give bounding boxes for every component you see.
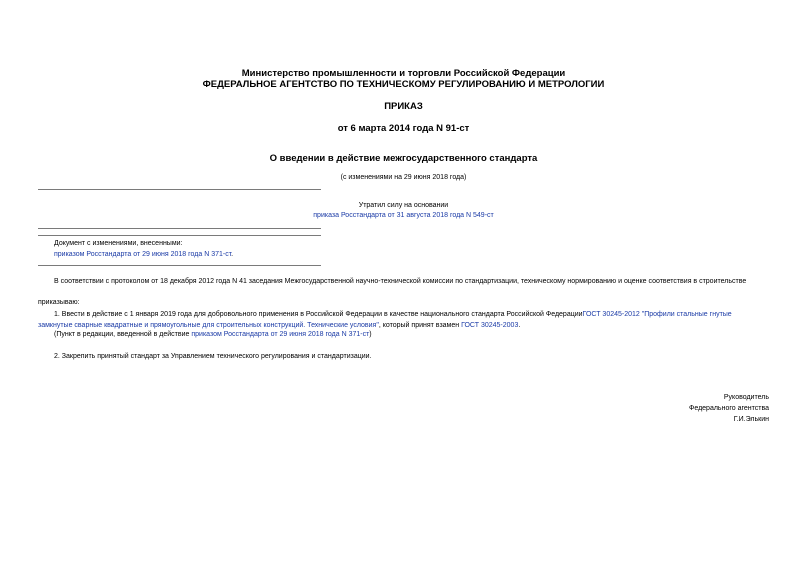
gost-2003-link[interactable]: ГОСТ 30245-2003 <box>461 322 519 329</box>
signature-block <box>689 392 769 425</box>
amendments-note: (с изменениями на 29 июня 2018 года) <box>340 174 467 181</box>
agency-title: ФЕДЕРАЛЬНОЕ АГЕНТСТВО ПО ТЕХНИЧЕСКОМУ РЕГУЛИРОВАНИЮ И МЕТРОЛОГИИ <box>202 79 605 90</box>
gost-2012-link-part2[interactable]: замкнутые сварные квадратные и прямоугольные для строительных конструкций. Технические условия" <box>38 322 379 329</box>
repeal-link[interactable]: приказа Росстандарта от 31 августа 2018 года N 549-ст <box>313 212 494 219</box>
ministry-title: Министерство промышленности и торговли Российской Федерации <box>241 68 566 79</box>
item-1-mid: , который принят взамен <box>378 322 460 329</box>
repeal-note: Утратил силу на основании <box>358 202 449 209</box>
changes-doc-line <box>54 251 233 258</box>
signature-name: Г.И.Элькин <box>733 416 769 423</box>
divider-mid-1 <box>38 228 321 229</box>
divider-top <box>38 189 321 190</box>
document-date: от 6 марта 2014 года N 91-ст <box>337 123 470 134</box>
item-1-note-end: ) <box>369 331 372 338</box>
document-type: ПРИКАЗ <box>384 101 423 112</box>
item-1-text: 1. Ввести в действие с 1 января 2019 года для добровольного применения в Российской Федерации в качестве национального стандарта Российской Федерации <box>54 311 583 318</box>
changes-doc-label: Документ с изменениями, внесенными: <box>54 240 183 247</box>
changes-doc-link[interactable]: приказом Росстандарта от 29 июня 2018 года N 371-ст <box>54 251 232 258</box>
intro-paragraph: В соответствии с протоколом от 18 декабря 2012 года N 41 заседания Межгосударственной научно-технической комиссии по стандартизации, техническому нормированию и оценке соответствия в строительстве <box>54 278 747 285</box>
item-1 <box>38 309 773 331</box>
divider-mid-2 <box>38 235 321 236</box>
divider-bottom <box>38 265 321 266</box>
item-1-note-link[interactable]: приказом Росстандарта от 29 июня 2018 года N 371-ст <box>191 331 370 338</box>
item-1-note <box>54 331 372 338</box>
item-1-note-text: (Пункт в редакции, введенной в действие <box>54 331 190 338</box>
item-2: 2. Закрепить принятый стандарт за Управлением технического регулирования и стандартизации. <box>54 353 372 360</box>
signature-agency: Федерального агентства <box>689 405 769 412</box>
gost-2012-link-part1[interactable]: ГОСТ 30245-2012 "Профили стальные гнутые <box>582 311 732 318</box>
signature-title: Руководитель <box>723 394 769 401</box>
order-word: приказываю: <box>38 299 80 306</box>
changes-doc-tail: . <box>231 251 234 258</box>
item-1-end: . <box>518 322 521 329</box>
document-subject: О введении в действие межгосударственного стандарта <box>269 153 538 164</box>
